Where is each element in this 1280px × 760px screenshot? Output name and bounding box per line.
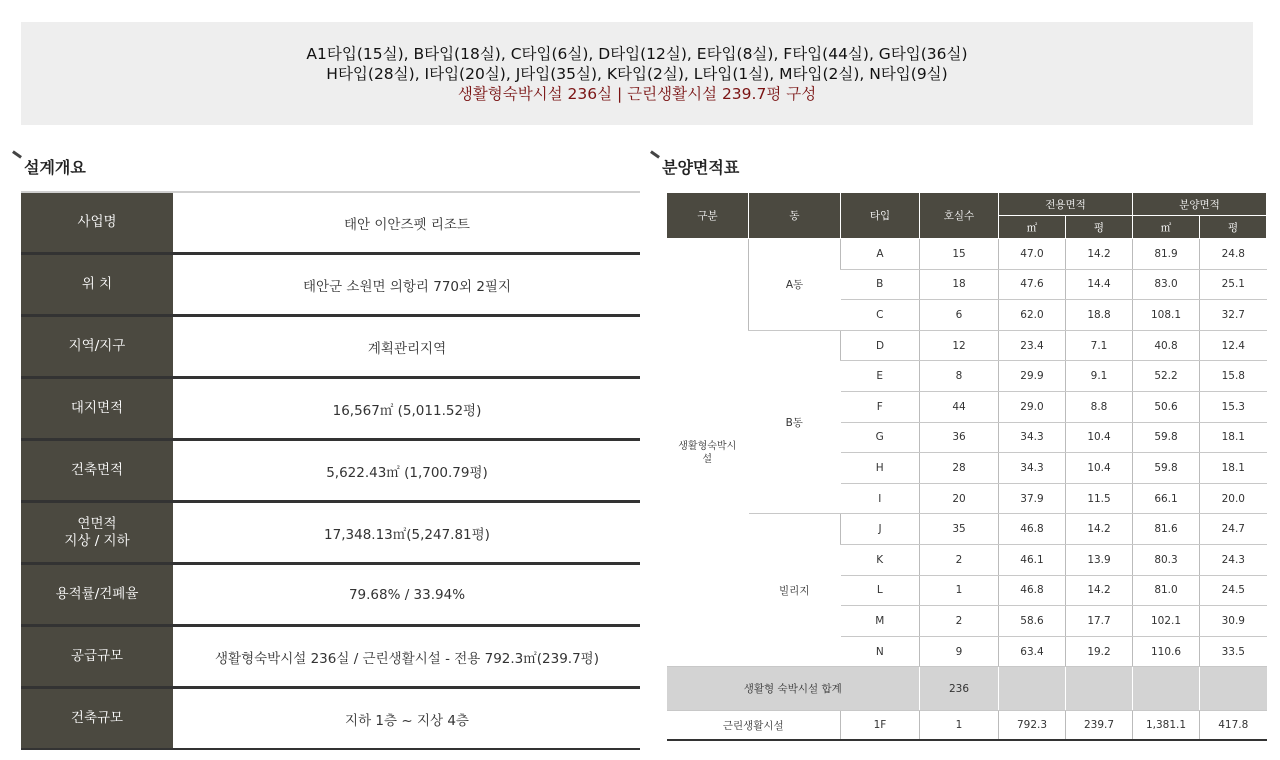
- exclusive-sqm-cell: 37.9: [999, 483, 1066, 514]
- units-cell: 6: [920, 300, 999, 331]
- design-row-label: 사업명: [21, 193, 174, 252]
- retail-sa-py-cell: 417.8: [1200, 711, 1267, 741]
- table-row: [667, 330, 1267, 361]
- subtotal-row: [667, 667, 1267, 711]
- retail-units-cell: 1: [920, 711, 999, 741]
- header-exclusive-pyeong: 평: [1066, 216, 1133, 239]
- design-row: [21, 193, 640, 255]
- retail-row: [667, 711, 1267, 741]
- sale-sqm-cell: 59.8: [1133, 453, 1200, 484]
- category-cell: 생활형숙박시 설: [667, 239, 749, 667]
- sale-sqm-cell: 80.3: [1133, 544, 1200, 575]
- exclusive-sqm-cell: 47.0: [999, 239, 1066, 270]
- units-cell: 2: [920, 544, 999, 575]
- design-row-label: 대지면적: [21, 379, 174, 438]
- design-row-value: 16,567㎡ (5,011.52평): [174, 379, 640, 438]
- design-row-value: 지하 1층 ~ 지상 4층: [174, 689, 640, 748]
- building-cell: A동: [749, 239, 841, 331]
- area-table-title-text: 분양면적표: [662, 158, 740, 177]
- area-table-title: [662, 155, 739, 178]
- design-row: [21, 317, 640, 379]
- exclusive-sqm-cell: 62.0: [999, 300, 1066, 331]
- sale-sqm-cell: 81.9: [1133, 239, 1200, 270]
- design-overview-table: [21, 191, 640, 750]
- type-cell: F: [841, 391, 920, 422]
- design-row-value: 생활형숙박시설 236실 / 근린생활시설 - 전용 792.3㎡(239.7평): [174, 627, 640, 686]
- header-sale-pyeong: 평: [1200, 216, 1267, 239]
- type-cell: B: [841, 269, 920, 300]
- header-sale-sqm: ㎡: [1133, 216, 1200, 239]
- exclusive-sqm-cell: 46.8: [999, 514, 1066, 545]
- exclusive-sqm-cell: 34.3: [999, 453, 1066, 484]
- subtotal-empty-cell: [999, 667, 1066, 711]
- banner-line-1: A1타입(15실), B타입(18실), C타입(6실), D타입(12실), E타입(8실), F타입(44실), G타입(36실): [306, 44, 968, 63]
- exclusive-pyeong-cell: 17.7: [1066, 606, 1133, 637]
- type-cell: I: [841, 483, 920, 514]
- header-type: 타입: [841, 193, 920, 239]
- header-exclusive-area: 전용면적: [999, 193, 1133, 216]
- units-cell: 28: [920, 453, 999, 484]
- units-cell: 9: [920, 636, 999, 667]
- exclusive-pyeong-cell: 14.2: [1066, 514, 1133, 545]
- exclusive-pyeong-cell: 13.9: [1066, 544, 1133, 575]
- retail-floor-cell: 1F: [841, 711, 920, 741]
- sale-pyeong-cell: 15.3: [1200, 391, 1267, 422]
- design-row: [21, 503, 640, 565]
- type-cell: M: [841, 606, 920, 637]
- exclusive-sqm-cell: 46.1: [999, 544, 1066, 575]
- exclusive-pyeong-cell: 10.4: [1066, 453, 1133, 484]
- units-cell: 36: [920, 422, 999, 453]
- design-row-value: 계획관리지역: [174, 317, 640, 376]
- type-cell: C: [841, 300, 920, 331]
- sale-pyeong-cell: 25.1: [1200, 269, 1267, 300]
- design-row-value: 태안군 소원면 의항리 770외 2필지: [174, 255, 640, 314]
- retail-ex-py-cell: 239.7: [1066, 711, 1133, 741]
- units-cell: 1: [920, 575, 999, 606]
- subtotal-label: 생활형 숙박시설 합계: [667, 667, 920, 711]
- design-row: [21, 255, 640, 317]
- exclusive-pyeong-cell: 14.4: [1066, 269, 1133, 300]
- retail-sa-m2-cell: 1,381.1: [1133, 711, 1200, 741]
- banner-line-3: 생활형숙박시설 236실 | 근린생활시설 239.7평 구성: [457, 84, 817, 103]
- subtotal-empty-cell: [1066, 667, 1133, 711]
- sale-sqm-cell: 110.6: [1133, 636, 1200, 667]
- units-cell: 12: [920, 330, 999, 361]
- design-row: [21, 379, 640, 441]
- retail-label: 근린생활시설: [667, 711, 841, 741]
- exclusive-pyeong-cell: 9.1: [1066, 361, 1133, 392]
- design-overview-title-text: 설계개요: [24, 158, 86, 177]
- exclusive-pyeong-cell: 14.2: [1066, 575, 1133, 606]
- exclusive-sqm-cell: 29.0: [999, 391, 1066, 422]
- exclusive-pyeong-cell: 8.8: [1066, 391, 1133, 422]
- exclusive-sqm-cell: 63.4: [999, 636, 1066, 667]
- type-cell: G: [841, 422, 920, 453]
- sale-sqm-cell: 108.1: [1133, 300, 1200, 331]
- sale-sqm-cell: 59.8: [1133, 422, 1200, 453]
- header-building: 동: [749, 193, 841, 239]
- type-cell: N: [841, 636, 920, 667]
- design-row-value: 79.68% / 33.94%: [174, 565, 640, 624]
- design-row-label: 지역/지구: [21, 317, 174, 376]
- header-sale-area: 분양면적: [1133, 193, 1267, 216]
- exclusive-pyeong-cell: 10.4: [1066, 422, 1133, 453]
- header-exclusive-sqm: ㎡: [999, 216, 1066, 239]
- design-row-value: 17,348.13㎡(5,247.81평): [174, 503, 640, 562]
- exclusive-sqm-cell: 23.4: [999, 330, 1066, 361]
- sale-pyeong-cell: 33.5: [1200, 636, 1267, 667]
- units-cell: 20: [920, 483, 999, 514]
- title-tick-icon: [650, 150, 660, 158]
- exclusive-pyeong-cell: 18.8: [1066, 300, 1133, 331]
- subtotal-empty-cell: [1200, 667, 1267, 711]
- sale-pyeong-cell: 24.5: [1200, 575, 1267, 606]
- exclusive-sqm-cell: 29.9: [999, 361, 1066, 392]
- exclusive-pyeong-cell: 19.2: [1066, 636, 1133, 667]
- design-row-label: 위 치: [21, 255, 174, 314]
- sale-pyeong-cell: 24.3: [1200, 544, 1267, 575]
- design-row: [21, 441, 640, 503]
- summary-banner: [21, 22, 1253, 125]
- building-cell: B동: [749, 330, 841, 514]
- design-row: [21, 689, 640, 750]
- sale-sqm-cell: 40.8: [1133, 330, 1200, 361]
- sale-sqm-cell: 52.2: [1133, 361, 1200, 392]
- sale-sqm-cell: 81.6: [1133, 514, 1200, 545]
- header-units: 호실수: [920, 193, 999, 239]
- sale-sqm-cell: 50.6: [1133, 391, 1200, 422]
- type-cell: L: [841, 575, 920, 606]
- type-cell: K: [841, 544, 920, 575]
- design-overview-title: [24, 155, 86, 178]
- subtotal-empty-cell: [1133, 667, 1200, 711]
- title-tick-icon: [12, 150, 22, 158]
- sale-pyeong-cell: 20.0: [1200, 483, 1267, 514]
- units-cell: 15: [920, 239, 999, 270]
- exclusive-pyeong-cell: 11.5: [1066, 483, 1133, 514]
- banner-line-2: H타입(28실), I타입(20실), J타입(35실), K타입(2실), L타입(1실), M타입(2실), N타입(9실): [326, 64, 948, 83]
- design-row-label: 용적률/건폐율: [21, 565, 174, 624]
- design-row-value: 태안 이안즈펫 리조트: [174, 193, 640, 252]
- sale-sqm-cell: 102.1: [1133, 606, 1200, 637]
- sale-pyeong-cell: 12.4: [1200, 330, 1267, 361]
- units-cell: 18: [920, 269, 999, 300]
- type-cell: A: [841, 239, 920, 270]
- table-row: [667, 239, 1267, 270]
- type-cell: J: [841, 514, 920, 545]
- exclusive-sqm-cell: 34.3: [999, 422, 1066, 453]
- type-cell: E: [841, 361, 920, 392]
- type-cell: H: [841, 453, 920, 484]
- sale-pyeong-cell: 30.9: [1200, 606, 1267, 637]
- sale-pyeong-cell: 24.7: [1200, 514, 1267, 545]
- sale-sqm-cell: 66.1: [1133, 483, 1200, 514]
- sale-pyeong-cell: 15.8: [1200, 361, 1267, 392]
- units-cell: 44: [920, 391, 999, 422]
- subtotal-units: 236: [920, 667, 999, 711]
- design-row-label: 건축면적: [21, 441, 174, 500]
- units-cell: 35: [920, 514, 999, 545]
- sale-pyeong-cell: 18.1: [1200, 422, 1267, 453]
- units-cell: 2: [920, 606, 999, 637]
- area-table: [666, 192, 1267, 741]
- building-cell: 빌리지: [749, 514, 841, 667]
- table-row: [667, 514, 1267, 545]
- header-category: 구분: [667, 193, 749, 239]
- exclusive-sqm-cell: 47.6: [999, 269, 1066, 300]
- exclusive-sqm-cell: 46.8: [999, 575, 1066, 606]
- exclusive-pyeong-cell: 7.1: [1066, 330, 1133, 361]
- design-row: [21, 627, 640, 689]
- sale-pyeong-cell: 32.7: [1200, 300, 1267, 331]
- sale-sqm-cell: 83.0: [1133, 269, 1200, 300]
- design-row-value: 5,622.43㎡ (1,700.79평): [174, 441, 640, 500]
- design-row: [21, 565, 640, 627]
- exclusive-sqm-cell: 58.6: [999, 606, 1066, 637]
- design-row-label: 연면적 지상 / 지하: [21, 503, 174, 562]
- units-cell: 8: [920, 361, 999, 392]
- exclusive-pyeong-cell: 14.2: [1066, 239, 1133, 270]
- sale-pyeong-cell: 18.1: [1200, 453, 1267, 484]
- design-row-label: 공급규모: [21, 627, 174, 686]
- sale-pyeong-cell: 24.8: [1200, 239, 1267, 270]
- sale-sqm-cell: 81.0: [1133, 575, 1200, 606]
- design-row-label: 건축규모: [21, 689, 174, 748]
- retail-ex-m2-cell: 792.3: [999, 711, 1066, 741]
- type-cell: D: [841, 330, 920, 361]
